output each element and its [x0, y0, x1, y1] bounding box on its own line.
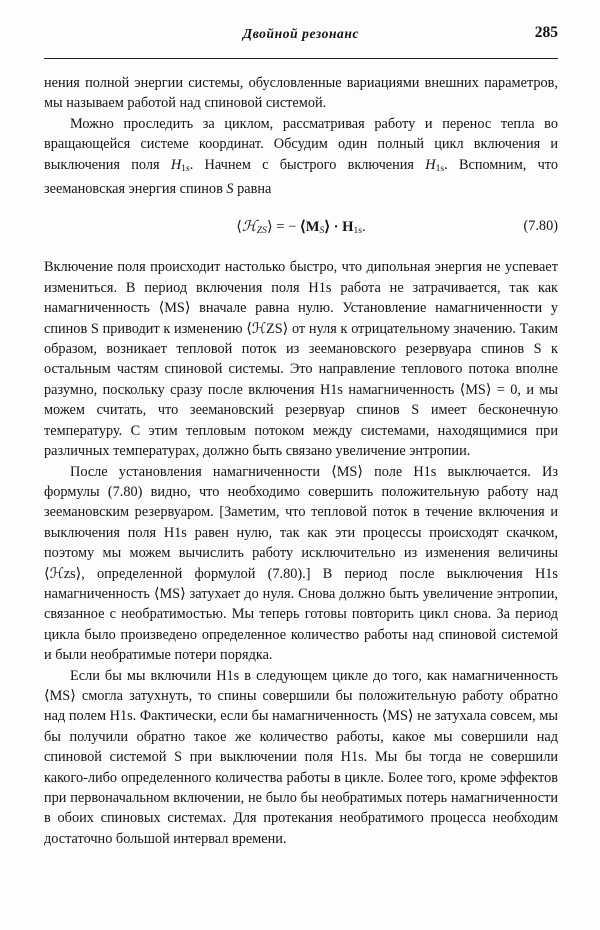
symbol-H1s-a-sub: 1s — [181, 162, 190, 174]
eq-field-sub: 1s — [353, 225, 363, 237]
eq-period: . — [362, 219, 366, 236]
eq-hamiltonian-sub: ZS — [256, 225, 267, 237]
paragraph-2 — [44, 114, 558, 200]
symbol-S: S — [226, 181, 234, 198]
equation-7-80 — [44, 216, 558, 238]
page-body — [44, 73, 558, 849]
paragraph-2-text-d: равна — [233, 181, 272, 198]
paragraph-2-text-a: Можно проследить за циклом, рассматривая работу и перенос тепла во вращающейся системе координат. Обсудим один полный цикл включения и выключения поля — [44, 115, 558, 173]
paragraph-5: Если бы мы включили H1s в следующем цикле до того, как намагниченность ⟨MS⟩ смогла затухнуть, то спины совершили бы положительную работу обратно над полем H1s. Фактически, если бы намагниченность ⟨MS⟩ не затухала совсем, мы бы получили обратно такое же количество работы, какое мы совершили над спиновой системой S при выключении поля H1s. Мы бы тогда не совершили какого-либо определенного количества работы в цикле. Более того, кроме эффектов при первоначальном включении, не было бы необратимых потерь намагниченности в обоих спиновых системах. Для протекания необратимого процесса необходим достаточно большой интервал времени. — [44, 667, 558, 847]
eq-magnetization-open: ⟨M — [300, 219, 320, 236]
paragraph-3: Включение поля происходит настолько быстро, что дипольная энергия не успевает измениться. В период включения поля H1s работа не затрачивается, так как намагниченность ⟨MS⟩ вначале равна нулю. Установление намагниченности у спинов S приводит к изменению ⟨ℋZS⟩ от нуля к отрицательному значению. Таким образом, возникает тепловой поток из зеемановского резервуара спинов S к остальным частям спиновой системы. Это направление теплового потока вполне разумно, поскольку сразу после включения H1s намагниченность ⟨MS⟩ = 0, и мы можем считать, что зеемановский резервуар спинов S имеет бесконечную температуру. С этим тепловым потоком между системами, находящимися при различных температурах, должно быть связано увеличение энтропии. — [44, 259, 558, 460]
symbol-H1s-a: H — [170, 156, 182, 173]
eq-hamiltonian-symbol: ℋ — [241, 217, 257, 236]
eq-close-minus: ⟩ = − — [266, 219, 301, 236]
paragraph-1: нения полной энергии системы, обусловленные вариациями внешних параметров, мы называем работой над спиновой системой. — [44, 75, 558, 112]
symbol-H1s-b-sub: 1s — [435, 162, 445, 174]
eq-open: ⟨ — [236, 219, 242, 236]
paragraph-2-text-c: . Вспомним, что зеемановская энергия спинов — [44, 156, 558, 198]
running-title: Двойной резонанс — [242, 26, 360, 41]
paragraph-2-text-b: . Начнем с быстрого включения — [189, 156, 426, 173]
page-header — [44, 26, 558, 52]
header-divider — [44, 58, 558, 59]
equation-number: (7.80) — [523, 218, 558, 235]
equation-body — [44, 216, 558, 241]
symbol-H1s-b: H — [425, 156, 436, 173]
eq-magnetization-sub: S — [319, 225, 325, 237]
page-number: 285 — [534, 24, 558, 41]
eq-field-open: ⟩ · H — [324, 219, 354, 236]
paragraph-4: После установления намагниченности ⟨MS⟩ поле H1s выключается. Из формулы (7.80) видно, что необходимо совершить положительную работу над зеемановским резервуаром. [Заметим, что тепловой поток в течение включения и выключения поля H1s равен нулю, так как эти процессы происходят скачком, поэтому мы можем вычислить работу исключительно из изменения величины ⟨ℋzs⟩, определенной формулой (7.80).] В период после выключения H1s намагниченность ⟨MS⟩ затухает до нуля. Снова должно быть увеличение энтропии, связанное с необратимостью. Мы теперь готовы повторить цикл снова. За период цикла было произведено определенное количество работы над спиновой системой и были необратимые потери порядка. — [44, 463, 558, 664]
